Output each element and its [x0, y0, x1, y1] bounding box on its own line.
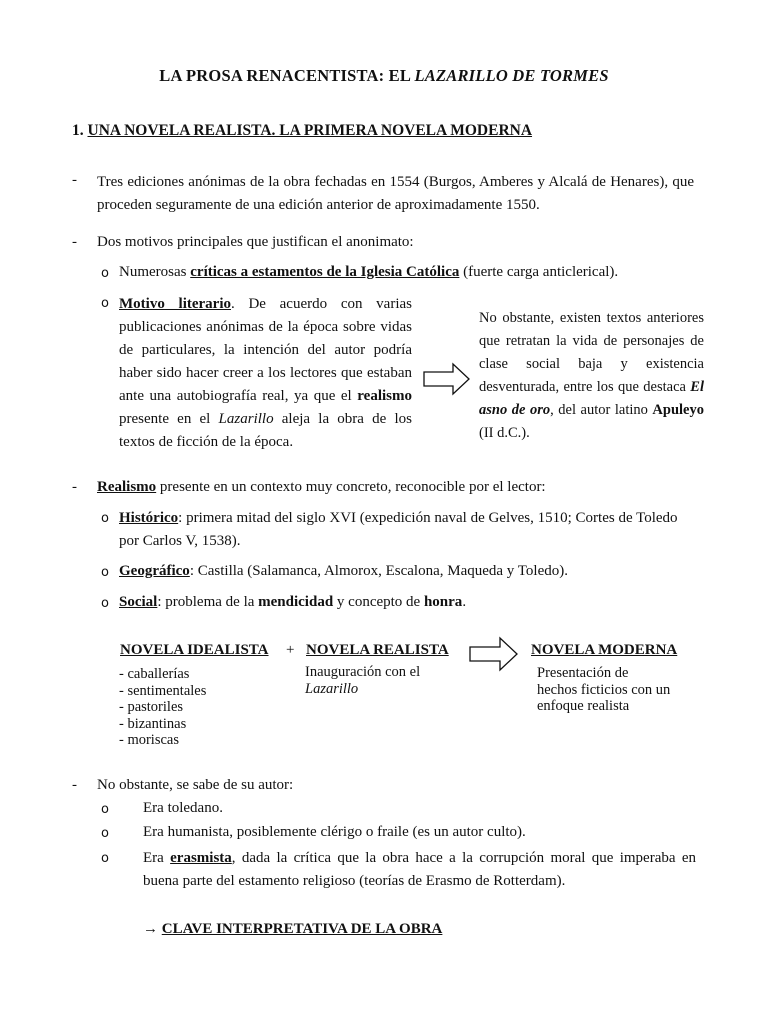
list-item: - pastoriles [119, 699, 184, 715]
bullet-marker: o [101, 511, 109, 526]
side-note: No obstante, existen textos anteriores que retratan la vida de personajes de clase social baja y existencia desventurada, entre los que destaca El asno de oro, del autor latino Apuleyo (II d.C.). [479, 310, 704, 441]
moderna-desc: Presentación de hechos ficticios con un enfoque realista [537, 665, 671, 714]
list-item: - caballerías [119, 666, 190, 682]
motivos-intro: Dos motivos principales que justifican el anonimato: [97, 234, 414, 250]
bullet-marker: o [101, 296, 109, 311]
title-italic: LAZARILLO DE TORMES [414, 66, 609, 85]
bullet-marker: o [101, 266, 109, 281]
realista-desc: Inauguración con el Lazarillo [305, 664, 421, 697]
bullet-marker: o [101, 565, 109, 580]
motivos-bullet-criticas: Numerosas críticas a estamentos de la Iglesia Católica (fuerte carga anticlerical). [119, 264, 619, 280]
dash-marker: - [72, 234, 77, 250]
dash-marker: - [72, 172, 77, 188]
realismo-social: Social: problema de la mendicidad y concepto de honra. [119, 594, 467, 610]
scheme-idealista-header: NOVELA IDEALISTA [120, 642, 269, 658]
motivo-literario-paragraph: Motivo literario. De acuerdo con varias publicaciones anónimas de la época sobre vidas de particulares, la intención del autor podría haber sido hacer creer a los lectores que estaban ante una autobiografía real, ya que el realismo presente en el Lazarillo aleja la obra de los textos de ficción de la época. [119, 296, 412, 450]
scheme-moderna-header: NOVELA MODERNA [531, 642, 678, 658]
dash-marker: - [72, 479, 77, 495]
realismo-label: Realismo [97, 479, 157, 495]
list-item: - bizantinas [119, 715, 187, 732]
ediciones-paragraph: Tres ediciones anónimas de la obra fechadas en 1554 (Burgos, Amberes y Alcalá de Henares), que proceden seguramente de una edición anterior de aproximadamente 1550. [97, 174, 694, 213]
bullet-marker: o [101, 826, 109, 841]
idealista-list [119, 666, 206, 749]
scheme-plus: + [286, 642, 295, 658]
clave-interpretativa: → CLAVE INTERPRETATIVA DE LA OBRA [143, 921, 443, 937]
scheme-realista-header: NOVELA REALISTA [306, 642, 449, 658]
bullet-marker: o [101, 851, 109, 866]
title-prefix: LA PROSA RENACENTISTA: EL [159, 66, 415, 85]
bullet-marker: o [101, 596, 109, 611]
autor-intro: No obstante, se sabe de su autor: [97, 777, 294, 793]
list-item: - sentimentales [119, 682, 207, 699]
realismo-geografico: Geográfico: Castilla (Salamanca, Almorox, Escalona, Maqueda y Toledo). [119, 563, 568, 579]
autor-bullet-toledano: Era toledano. [143, 800, 223, 816]
right-arrow-icon [423, 362, 471, 396]
realismo-historico: Histórico: primera mitad del siglo XVI (expedición naval de Gelves, 1510; Cortes de Toledo por Carlos V, 1538). [119, 510, 678, 549]
dash-marker: - [72, 777, 77, 793]
bullet-marker: o [101, 802, 109, 817]
arrow-right-icon: → [143, 921, 162, 937]
page-title [0, 66, 768, 86]
realismo-intro: Realismo presente en un contexto muy concreto, reconocible por el lector: [97, 479, 546, 495]
list-item: - moriscas [119, 732, 179, 748]
section-number: 1. [72, 122, 88, 139]
right-arrow-icon [469, 636, 519, 672]
section-heading-text: UNA NOVELA REALISTA. LA PRIMERA NOVELA MODERNA [87, 122, 533, 139]
criticas-emphasis: críticas a estamentos de la Iglesia Católica [190, 264, 460, 280]
section-heading [72, 122, 532, 140]
motivo-literario-label: Motivo literario [119, 296, 231, 312]
autor-bullet-humanista: Era humanista, posiblemente clérigo o fraile (es un autor culto). [143, 824, 526, 840]
autor-bullet-erasmista: Era erasmista, dada la crítica que la obra hace a la corrupción moral que imperaba en buena parte del estamento religioso (teorías de Erasmo de Rotterdam). [143, 850, 696, 889]
